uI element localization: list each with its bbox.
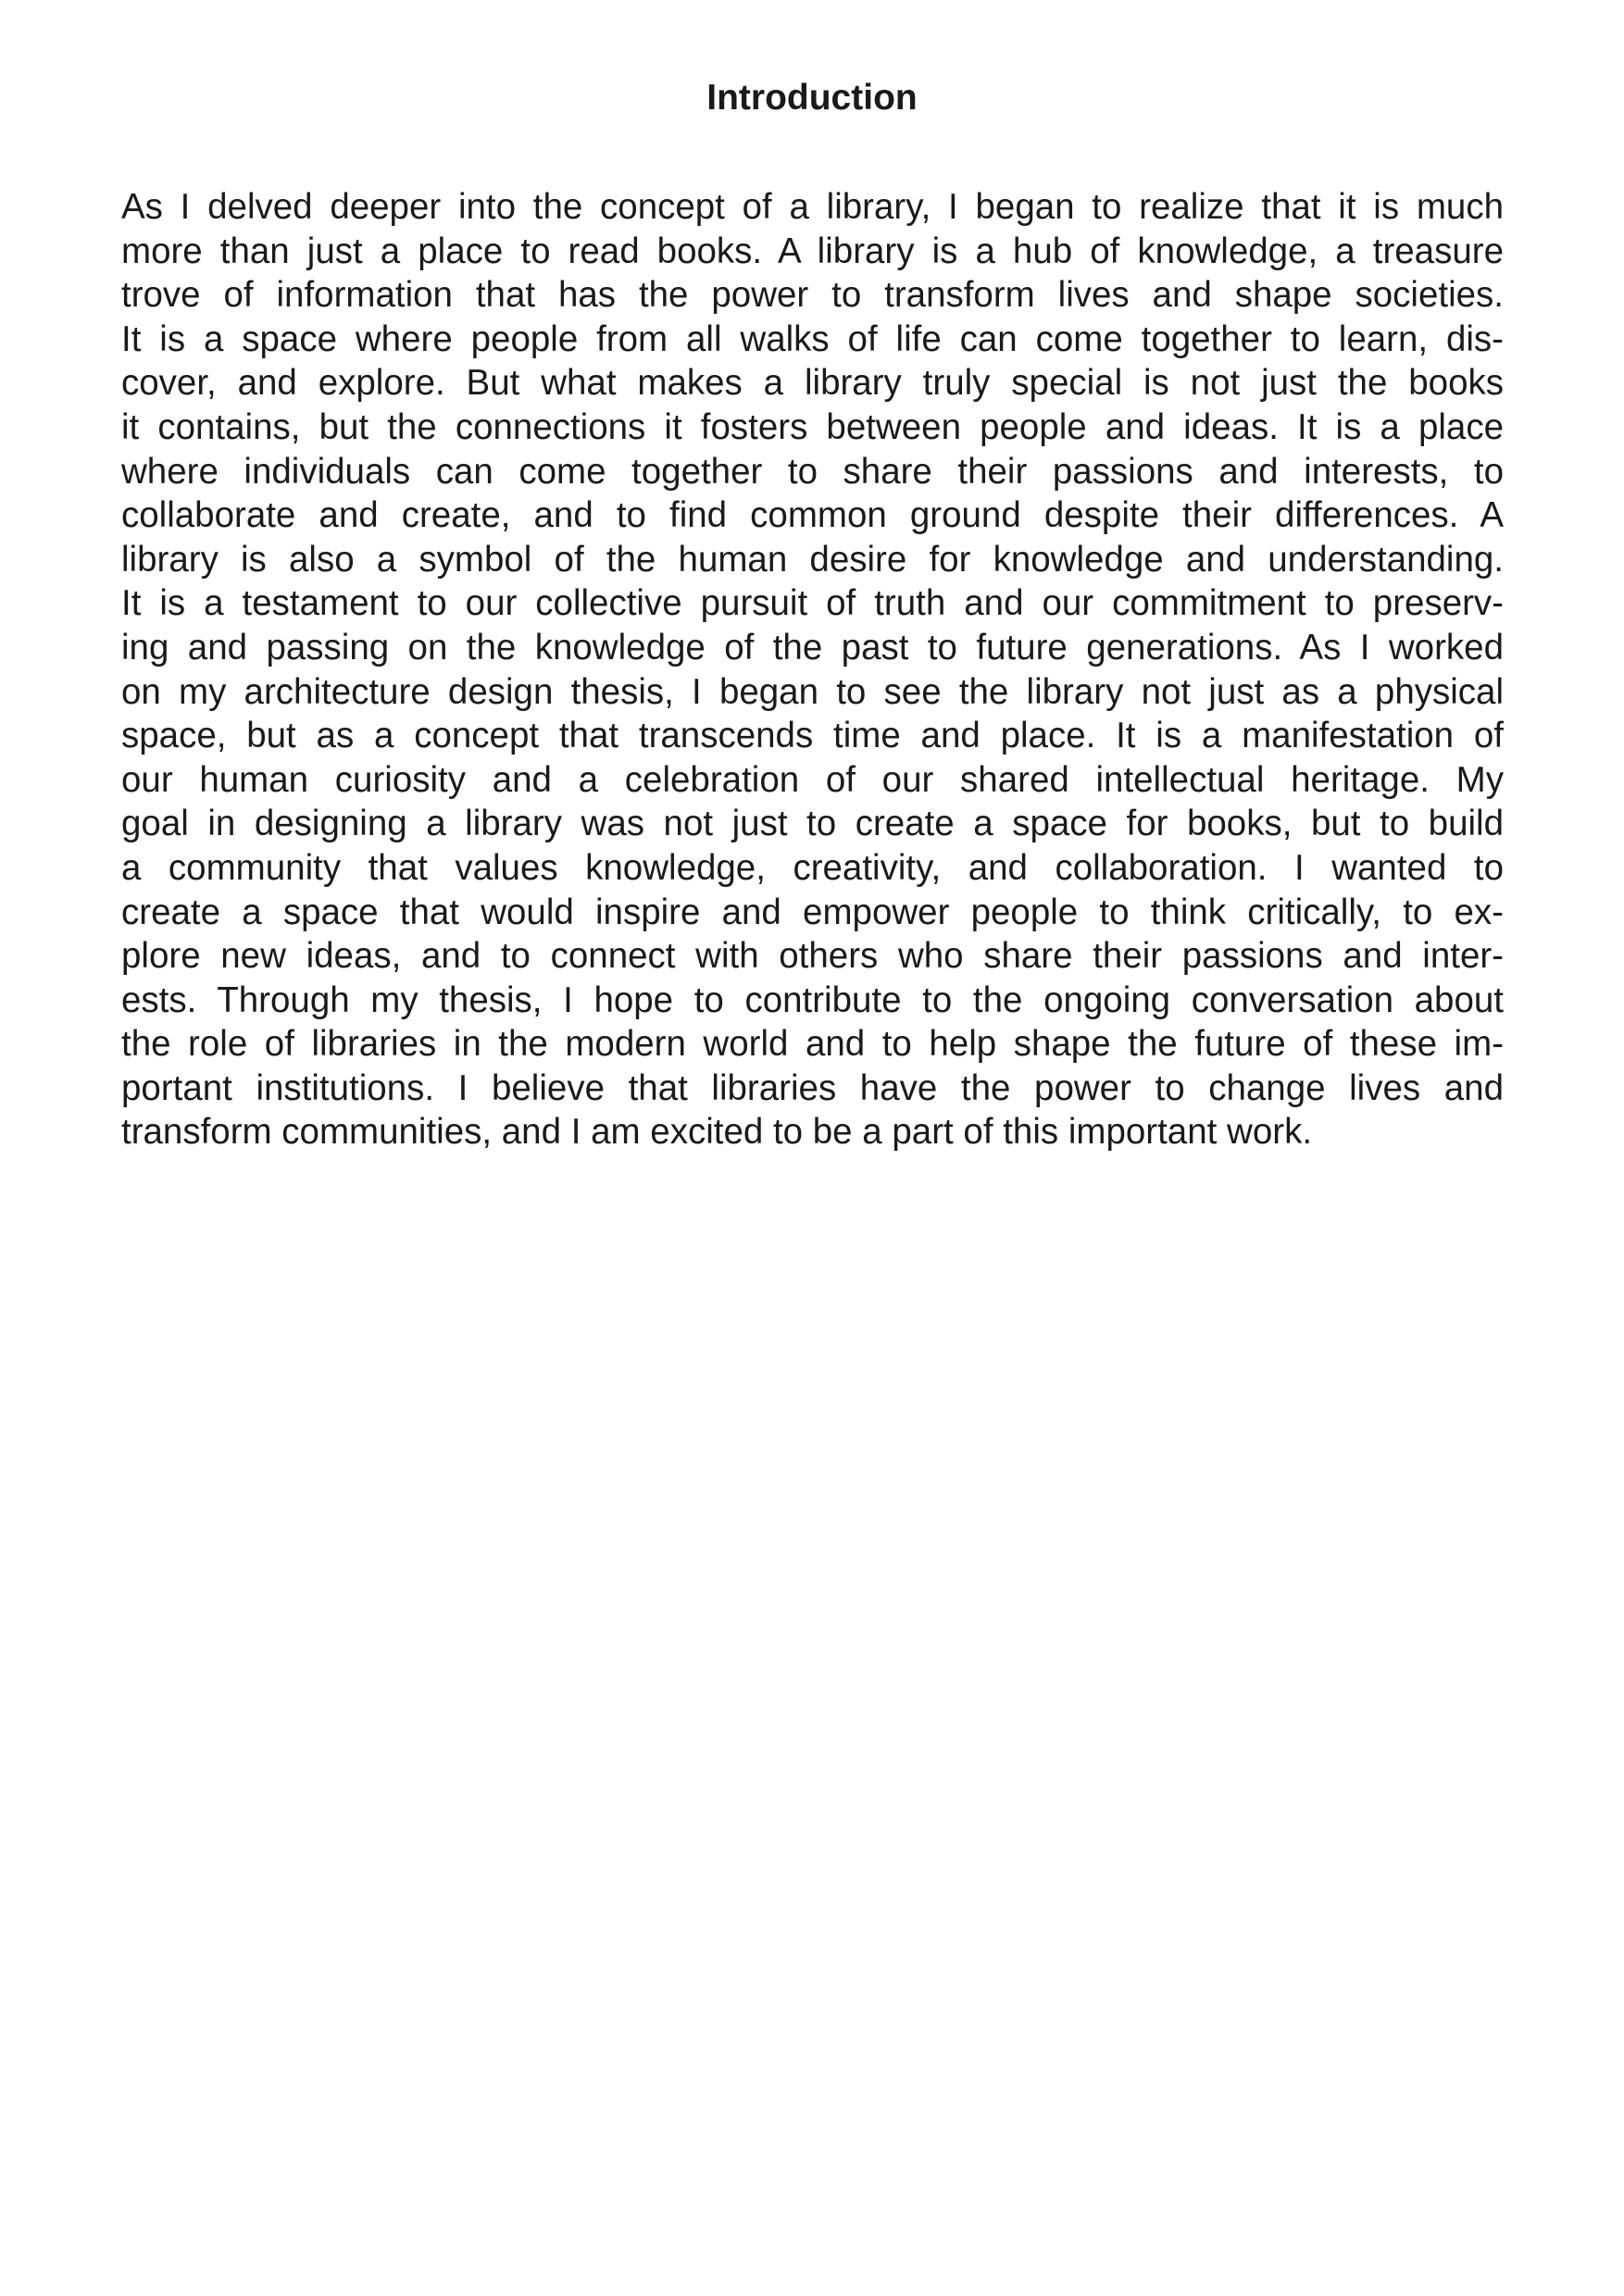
paragraph-line: collaborate and create, and to find common ground despite their differences. A bbox=[121, 495, 1504, 536]
paragraph-line: where individuals can come together to share their passions and interests, to bbox=[121, 451, 1504, 492]
introduction-paragraph bbox=[121, 185, 1504, 1154]
paragraph-line: the role of libraries in the modern world and to help shape the future of these im- bbox=[121, 1024, 1504, 1065]
paragraph-line: a community that values knowledge, creativity, and collaboration. I wanted to bbox=[121, 847, 1504, 888]
paragraph-line: portant institutions. I believe that libraries have the power to change lives and bbox=[121, 1067, 1504, 1108]
paragraph-line: on my architecture design thesis, I began to see the library not just as a physical bbox=[121, 671, 1504, 712]
paragraph-line: ing and passing on the knowledge of the past to future generations. As I worked bbox=[121, 627, 1504, 668]
paragraph-line: create a space that would inspire and empower people to think critically, to ex- bbox=[121, 892, 1504, 932]
paragraph-line: It is a testament to our collective pursuit of truth and our commitment to preserv- bbox=[121, 583, 1504, 624]
paragraph-line: goal in designing a library was not just to create a space for books, but to build bbox=[121, 804, 1504, 844]
paragraph-line: library is also a symbol of the human desire for knowledge and understanding. bbox=[121, 539, 1504, 580]
page-title: Introduction bbox=[706, 78, 918, 118]
paragraph-line: transform communities, and I am excited to be a part of this important work. bbox=[121, 1112, 1313, 1153]
paragraph-line: cover, and explore. But what makes a library truly special is not just the books bbox=[121, 363, 1504, 404]
paragraph-line: our human curiosity and a celebration of our shared intellectual heritage. My bbox=[121, 759, 1504, 800]
paragraph-line: trove of information that has the power to transform lives and shape societies. bbox=[121, 275, 1504, 316]
paragraph-line: As I delved deeper into the concept of a library, I began to realize that it is much bbox=[121, 187, 1504, 227]
paragraph-line: more than just a place to read books. A library is a hub of knowledge, a treasure bbox=[121, 231, 1504, 271]
paragraph-line: plore new ideas, and to connect with others who share their passions and inter- bbox=[121, 936, 1504, 977]
paragraph-line: It is a space where people from all walks of life can come together to learn, dis- bbox=[121, 318, 1504, 359]
paragraph-line: space, but as a concept that transcends time and place. It is a manifestation of bbox=[121, 716, 1504, 756]
paragraph-line: ests. Through my thesis, I hope to contribute to the ongoing conversation about bbox=[121, 980, 1504, 1020]
paragraph-line: it contains, but the connections it fosters between people and ideas. It is a place bbox=[121, 406, 1504, 447]
